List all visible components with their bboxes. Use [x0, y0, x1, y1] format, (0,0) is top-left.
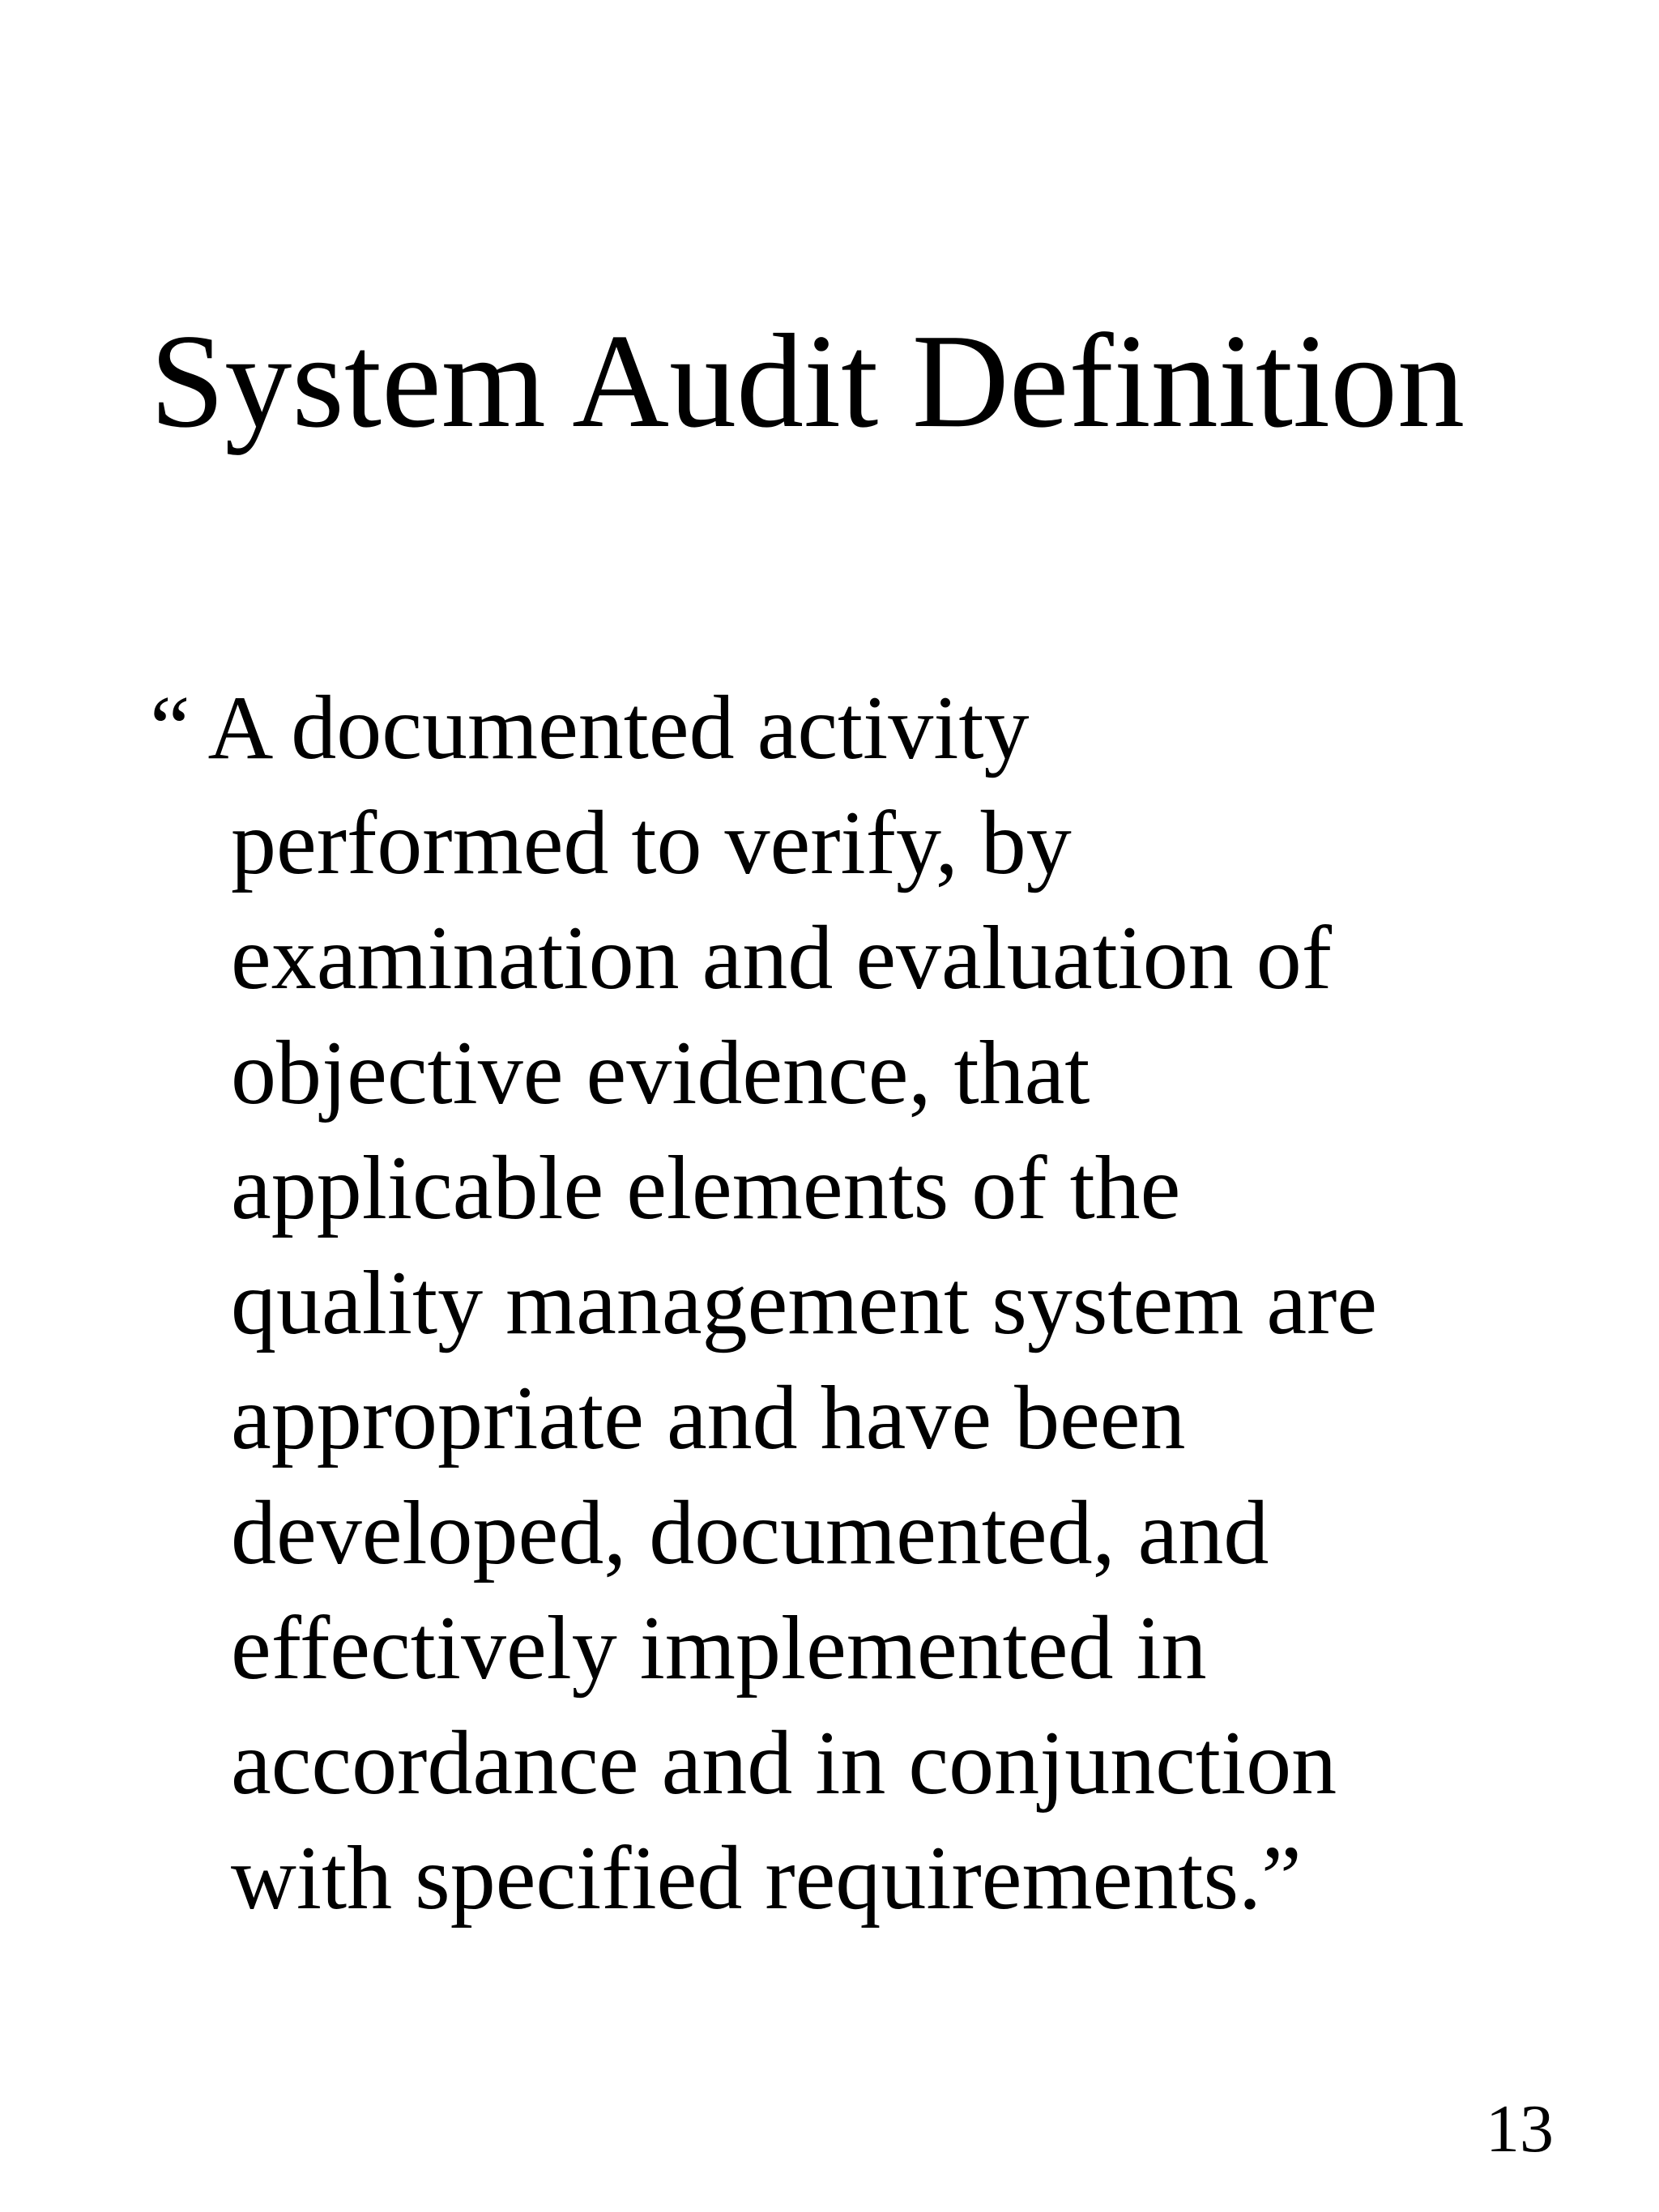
quote-line: appropriate and have been — [231, 1368, 1186, 1468]
page-number: 13 — [1486, 2091, 1554, 2167]
quote-line: effectively implemented in — [231, 1598, 1207, 1698]
quote-line: developed, documented, and — [231, 1483, 1269, 1583]
slide-title: System Audit Definition — [150, 306, 1465, 455]
quote-line: examination and evaluation of — [231, 908, 1333, 1008]
quote-line: accordance and in conjunction — [231, 1713, 1337, 1813]
quote-line: with specified requirements.” — [231, 1828, 1302, 1929]
definition-quote — [150, 671, 1527, 1936]
quote-line: performed to verify, by — [231, 793, 1072, 893]
quote-line: applicable elements of the — [231, 1138, 1181, 1238]
quote-line: “ A documented activity — [150, 678, 1030, 778]
quote-line: objective evidence, that — [231, 1023, 1090, 1123]
quote-line: quality management system are — [231, 1253, 1378, 1353]
